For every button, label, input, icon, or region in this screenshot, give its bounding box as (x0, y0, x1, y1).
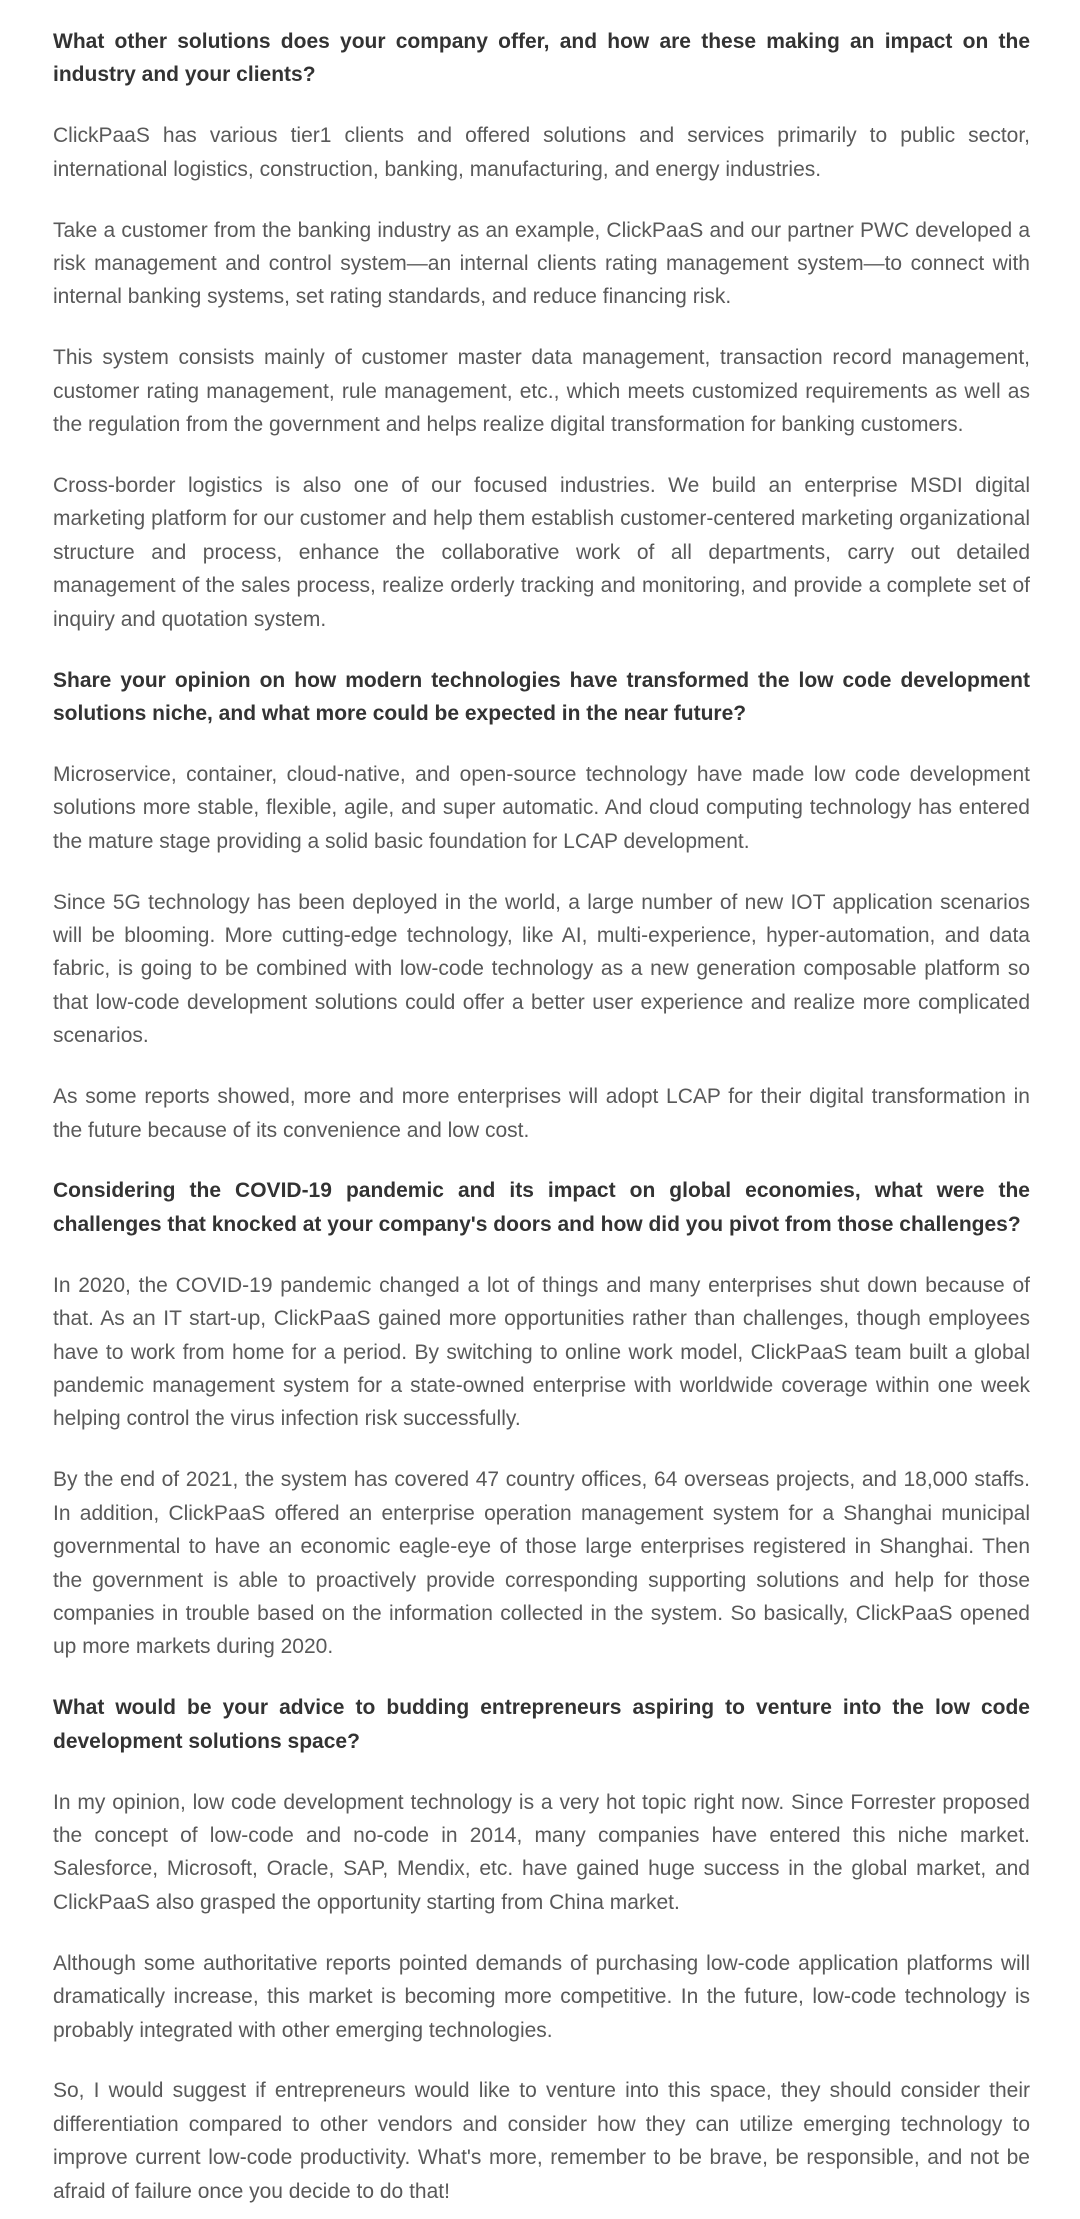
interview-article (53, 25, 1030, 2208)
answer-paragraph: Microservice, container, cloud-native, and open-source technology have made low code development solutions more stable, flexible, agile, and super automatic. And cloud computing technology has entered the mature stage providing a solid basic foundation for LCAP development. (53, 762, 1030, 853)
question-heading: Share your opinion on how modern technologies have transformed the low code development solutions niche, and what more could be expected in the near future? (53, 668, 1030, 725)
answer-paragraph: As some reports showed, more and more enterprises will adopt LCAP for their digital transformation in the future because of its convenience and low cost. (53, 1085, 1030, 1142)
answer-paragraph: This system consists mainly of customer master data management, transaction record management, customer rating management, rule management, etc., which meets customized requirements as well as the regulation from the government and helps realize digital transformation for banking customers. (53, 346, 1030, 437)
answer-paragraph: By the end of 2021, the system has covered 47 country offices, 64 overseas projects, and 18,000 staffs. In addition, ClickPaaS offered an enterprise operation management system for a Shanghai municipal governmental to have an economic eagle-eye of those large enterprises registered in Shanghai. Then the government is able to proactively provide corresponding supporting solutions and help for those companies in trouble based on the information collected in the system. So basically, ClickPaaS opened up more markets during 2020. (53, 1468, 1030, 1659)
answer-paragraph: Although some authoritative reports pointed demands of purchasing low-code application platforms will dramatically increase, this market is becoming more competitive. In the future, low-code technology is probably integrated with other emerging technologies. (53, 1951, 1030, 2042)
answer-paragraph: So, I would suggest if entrepreneurs would like to venture into this space, they should consider their differentiation compared to other vendors and consider how they can utilize emerging technology to improve current low-code productivity. What's more, remember to be brave, be responsible, and not be afraid of failure once you decide to do that! (53, 2079, 1030, 2203)
question-heading: Considering the COVID-19 pandemic and its impact on global economies, what were the challenges that knocked at your company's doors and how did you pivot from those challenges? (53, 1179, 1030, 1236)
answer-paragraph: Cross-border logistics is also one of our focused industries. We build an enterprise MSDI digital marketing platform for our customer and help them establish customer-centered marketing organizational structure and process, enhance the collaborative work of all departments, carry out detailed management of the sales process, realize orderly tracking and monitoring, and provide a complete set of inquiry and quotation system. (53, 474, 1030, 631)
question-heading: What other solutions does your company offer, and how are these making an impact on the industry and your clients? (53, 30, 1030, 87)
question-heading: What would be your advice to budding entrepreneurs aspiring to venture into the low code development solutions space? (53, 1696, 1030, 1753)
answer-paragraph: Since 5G technology has been deployed in the world, a large number of new IOT application scenarios will be blooming. More cutting-edge technology, like AI, multi-experience, hyper-automation, and data fabric, is going to be combined with low-code technology as a new generation composable platform so that low-code development solutions could offer a better user experience and realize more complicated scenarios. (53, 890, 1030, 1048)
answer-paragraph: Take a customer from the banking industry as an example, ClickPaaS and our partner PWC developed a risk management and control system—an internal clients rating management system—to connect with internal banking systems, set rating standards, and reduce financing risk. (53, 218, 1030, 309)
answer-paragraph: ClickPaaS has various tier1 clients and offered solutions and services primarily to public sector, international logistics, construction, banking, manufacturing, and energy industries. (53, 124, 1030, 181)
answer-paragraph: In 2020, the COVID-19 pandemic changed a lot of things and many enterprises shut down because of that. As an IT start-up, ClickPaaS gained more opportunities rather than challenges, though employees have to work from home for a period. By switching to online work model, ClickPaaS team built a global pandemic management system for a state-owned enterprise with worldwide coverage within one week helping control the virus infection risk successfully. (53, 1273, 1030, 1431)
answer-paragraph: In my opinion, low code development technology is a very hot topic right now. Since Forrester proposed the concept of low-code and no-code in 2014, many companies have entered this niche market. Salesforce, Microsoft, Oracle, SAP, Mendix, etc. have gained huge success in the global market, and ClickPaaS also grasped the opportunity starting from China market. (53, 1790, 1030, 1914)
